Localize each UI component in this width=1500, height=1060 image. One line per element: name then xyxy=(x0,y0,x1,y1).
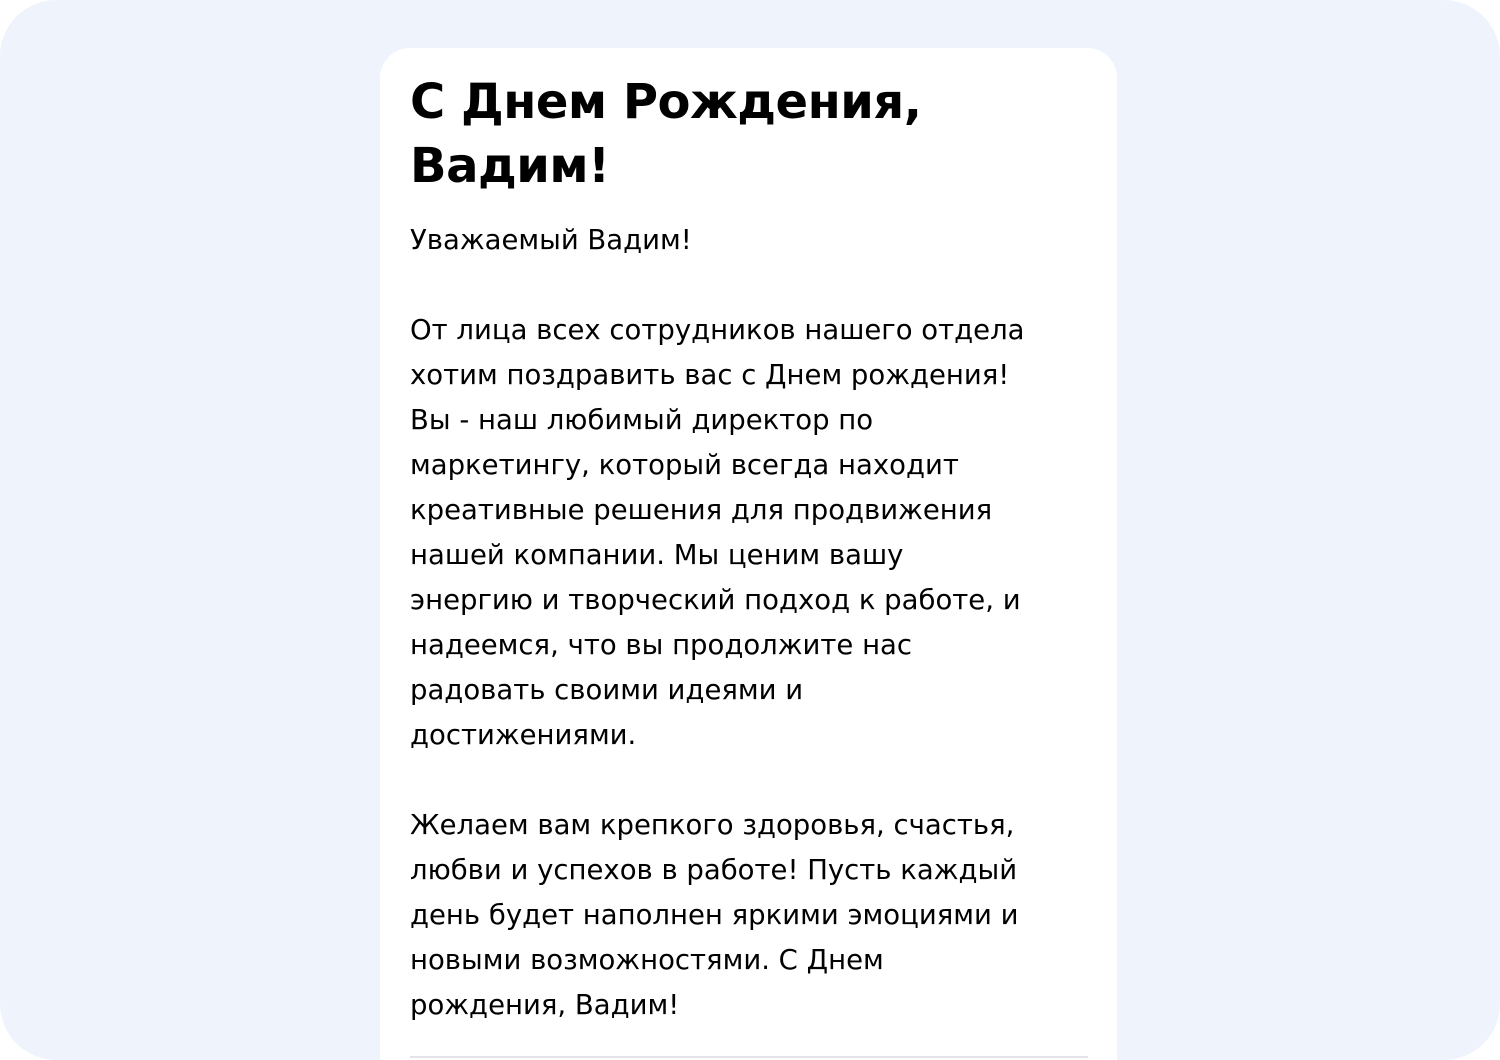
paragraph-line: энергию и творческий подход к работе, и xyxy=(410,584,1021,616)
card-divider xyxy=(410,1056,1088,1058)
paragraph-line: достижениями. xyxy=(410,719,637,751)
paragraph-line: надеемся, что вы продолжите нас xyxy=(410,629,913,661)
paragraph-line: нашей компании. Мы ценим вашу xyxy=(410,539,904,571)
paragraph-congrats xyxy=(410,308,1100,758)
paragraph-spacer xyxy=(410,758,1100,803)
paragraph-line: радовать своими идеями и xyxy=(410,674,804,706)
paragraph-line: новыми возможностями. С Днем xyxy=(410,944,884,976)
paragraph-line: рождения, Вадим! xyxy=(410,989,680,1021)
greeting-text: Уважаемый Вадим! xyxy=(410,224,692,256)
paragraph-wishes xyxy=(410,803,1100,1028)
paragraph-line: Желаем вам крепкого здоровья, счастья, xyxy=(410,809,1015,841)
title-line-1: С Днем Рождения, xyxy=(410,74,922,130)
paragraph-line: креативные решения для продвижения xyxy=(410,494,993,526)
paragraph-line: день будет наполнен яркими эмоциями и xyxy=(410,899,1019,931)
message-body xyxy=(410,218,1100,1028)
paragraph-line: маркетингу, который всегда находит xyxy=(410,449,959,481)
paragraph-spacer xyxy=(410,263,1100,308)
paragraph-line: любви и успехов в работе! Пусть каждый xyxy=(410,854,1018,886)
message-card xyxy=(380,48,1117,1060)
paragraph-line: Вы - наш любимый директор по xyxy=(410,404,874,436)
message-title xyxy=(410,70,1070,198)
paragraph-line: От лица всех сотрудников нашего отдела xyxy=(410,314,1025,346)
paragraph-line: хотим поздравить вас с Днем рождения! xyxy=(410,359,1010,391)
title-line-2: Вадим! xyxy=(410,138,610,194)
